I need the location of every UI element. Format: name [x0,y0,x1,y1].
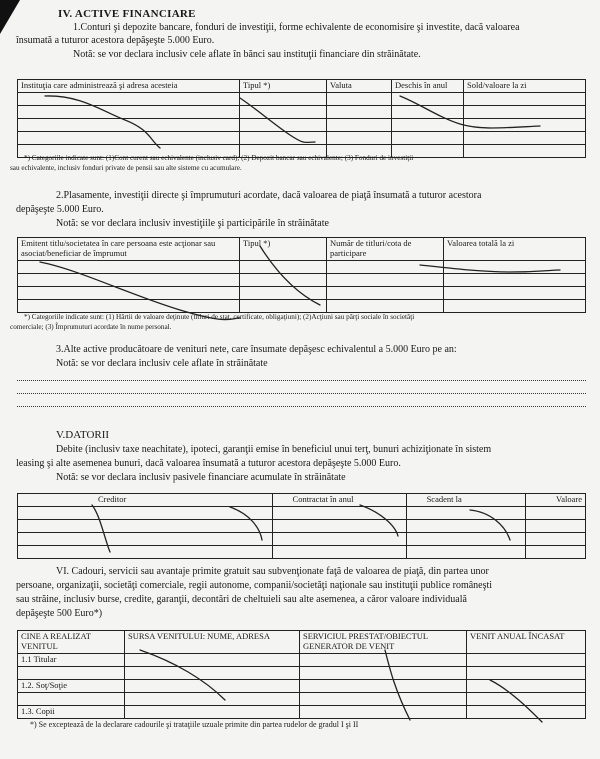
gifts-table [17,630,586,719]
s5-line2: leasing şi alte asemenea bunuri, dacă valoarea însumată a tuturor acestora depăşeşte 5.000 Euro. [16,458,401,469]
s6-line3: sau străine, inclusiv burse, credite, garanţii, decontări de cheltuieli sau alte asemenea, a căror valoare individuală [16,594,467,605]
table-row [18,693,586,706]
s4-p2-line2: depăşeşte 5.000 Euro. [16,204,104,215]
fill-line [17,406,586,407]
accounts-table [17,79,586,158]
s4-p1-footnote-2: sau echivalente, inclusiv fonduri private de pensii sau alte sisteme cu acumulare. [10,164,242,172]
accounts-header-institution: Instituţia care administrează şi adresa acesteia [18,80,240,93]
table-row [18,106,586,119]
s4-p3-line1: 3.Alte active producătoare de venituri nete, care însumate depăşesc echivalentul a 5.000 Euro pe an: [56,344,457,355]
s4-p2-footnote-2: comerciale; (3) Împrumuturi acordate în nume personal. [10,323,172,331]
s4-p1-line1: 1.Conturi şi depozite bancare, fonduri de investiţii, forme echivalente de economisire şi investite, dacă valoarea [73,22,520,33]
table-row [18,680,586,693]
table-row [18,706,586,719]
s4-p2-line1: 2.Plasamente, investiţii directe şi împrumuturi acordate, dacă valoarea de piaţă însumată a tuturor acestora [56,190,482,201]
s5-line1: Debite (inclusiv taxe neachitate), ipoteci, garanţii emise în beneficiul unui terţ, bunuri achiziţionate în sistem [56,444,492,455]
table-row [18,287,586,300]
table-row [18,654,586,667]
table-row [18,533,586,546]
investments-header-shares: Număr de titluri/cota de participare [327,238,444,261]
table-row [18,507,586,520]
table-row [18,119,586,132]
table-row [18,93,586,106]
s4-p1-note: Notă: se vor declara inclusiv cele aflate în bănci sau instituţii financiare din străinătate. [73,49,421,60]
debts-header-creditor: Creditor [18,494,273,507]
investments-header-issuer: Emitent titlu/societatea în care persoana este acţionar sau asociat/beneficiar de împrumut [18,238,240,261]
s6-line4: depăşeşte 500 Euro*) [16,608,103,619]
s6-line1: VI. Cadouri, servicii sau avantaje primite gratuit sau subvenţionate faţă de valoarea de piaţă, din partea unor [56,566,489,577]
s4-p1-line2: însumată a tuturor acestora depăşeşte 5.000 Euro. [16,35,215,46]
gifts-header-who: CINE A REALIZAT VENITUL [18,631,125,654]
s4-p2-note: Notă: se vor declara inclusiv investiţiile şi participările în străinătate [56,218,329,229]
gifts-header-source: SURSA VENITULUI: NUME, ADRESA [125,631,300,654]
s6-line2: persoane, organizaţii, societăţi comerciale, regii autonome, companii/societăţi naţionale sau instituţii publice româneşti [16,580,493,591]
debts-header-contracted: Contractat în anul [272,494,406,507]
debts-header-due: Scadent la [406,494,525,507]
s6-footnote: *) Se exceptează de la declarare cadourile şi trataţiile uzuale primite din partea rudelor de gradul I şi II [30,720,359,729]
table-row [18,261,586,274]
s4-p3-note: Notă: se vor declara inclusiv cele aflate în străinătate [56,358,268,369]
table-row [18,300,586,313]
gifts-header-service: SERVICIUL PRESTAT/OBIECTUL GENERATOR DE VENIT [300,631,467,654]
investments-header-value: Valoarea totală la zi [444,238,586,261]
table-row [18,274,586,287]
accounts-header-balance: Sold/valoare la zi [464,80,586,93]
table-row [18,132,586,145]
table-row [18,520,586,533]
table-row [18,546,586,559]
debts-header-value: Valoare [526,494,586,507]
page-corner-shadow [0,0,20,34]
accounts-header-opened: Deschis în anul [392,80,464,93]
fill-line [17,393,586,394]
accounts-header-type: Tipul *) [240,80,327,93]
debts-table [17,493,586,559]
table-row [18,667,586,680]
gifts-row-label: 1.3. Copii [18,706,125,719]
investments-table [17,237,586,313]
gifts-row-label: 1.1 Titular [18,654,125,667]
s4-p2-footnote-1: *) Categoriile indicate sunt: (1) Hârtii de valoare deţinute (titluri de stat, certificate, obligaţiuni); (2)Acţiuni sau părţi sociale în societăţi [24,313,415,321]
s4-p1-footnote-1: *) Categoriile indicate sunt: (1)Cont curent sau echivalente (inclusiv card); (2) Depozit bancar sau echivalente; (3) Fonduri de investiţii [24,154,414,162]
gifts-row-label: 1.2. Soţ/Soţie [18,680,125,693]
section-iv-title: IV. ACTIVE FINANCIARE [58,8,196,20]
investments-header-type: Tipul *) [240,238,327,261]
gifts-header-income: VENIT ANUAL ÎNCASAT [467,631,586,654]
accounts-header-currency: Valuta [327,80,392,93]
section-v-title: V.DATORII [56,429,110,441]
s5-note: Notă: se vor declara inclusiv pasivele financiare acumulate în străinătate [56,472,346,483]
fill-line [17,380,586,381]
